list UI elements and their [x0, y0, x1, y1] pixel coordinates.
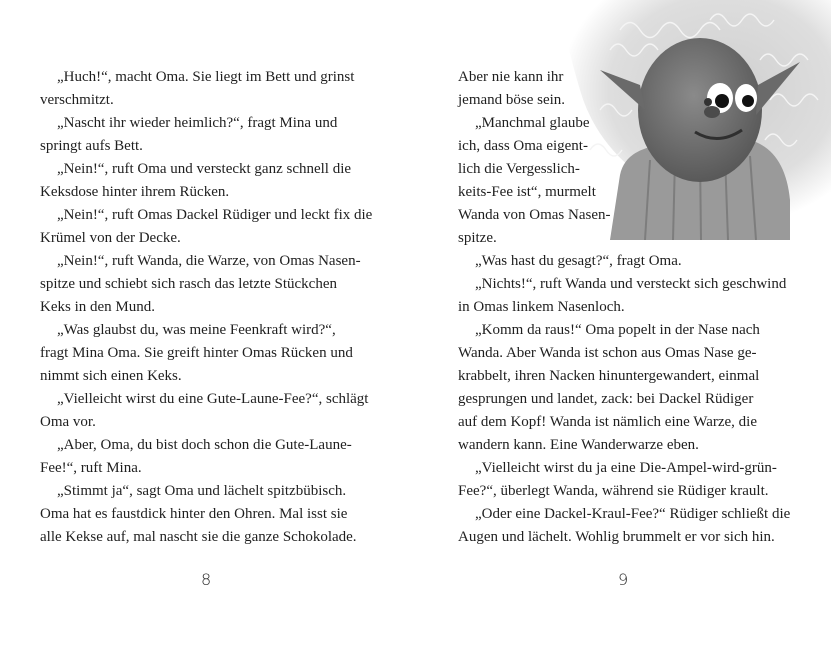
text-line: auf dem Kopf! Wanda ist nämlich eine Warze, die [458, 414, 758, 430]
text-line: Keks in den Mund. [40, 299, 155, 315]
text-line: „Nichts!“, ruft Wanda und versteckt sich geschwind [475, 276, 787, 292]
left-page [0, 0, 415, 648]
text-line: alle Kekse auf, mal nascht sie die ganze Schokolade. [40, 529, 357, 545]
text-line: Fee?“, überlegt Wanda, während sie Rüdiger krault. [458, 483, 769, 499]
text-line: spitze und schiebt sich rasch das letzte Stückchen [40, 276, 337, 292]
text-line: „Was hast du gesagt?“, fragt Oma. [475, 253, 682, 269]
text-line: Krümel von der Decke. [40, 230, 181, 246]
text-line: „Nein!“, ruft Wanda, die Warze, von Omas Nasen- [57, 253, 361, 269]
text-line: „Was glaubst du, was meine Feenkraft wird?“, [57, 322, 336, 338]
text-line: spitze. [458, 230, 497, 246]
right-page [415, 0, 831, 648]
text-line: verschmitzt. [40, 92, 114, 108]
text-line: nimmt sich einen Keks. [40, 368, 182, 384]
text-line: ich, dass Oma eigent- [458, 138, 588, 154]
text-line: „Komm da raus!“ Oma popelt in der Nase nach [475, 322, 760, 338]
text-line: Oma vor. [40, 414, 96, 430]
text-line: Keksdose hinter ihrem Rücken. [40, 184, 230, 200]
text-line: „Manchmal glaube [475, 115, 590, 131]
text-line: „Vielleicht wirst du eine Gute-Laune-Fee?“, schlägt [57, 391, 369, 407]
page-number: 9 [618, 570, 629, 589]
text-line: Wanda. Aber Wanda ist schon aus Omas Nase ge- [458, 345, 757, 361]
text-line: krabbelt, ihren Nacken hinuntergewandert, einmal [458, 368, 760, 384]
text-line: Aber nie kann ihr [458, 69, 564, 85]
text-line: springt aufs Bett. [40, 138, 143, 154]
text-line: „Nein!“, ruft Oma und versteckt ganz schnell die [57, 161, 352, 177]
text-line: in Omas linkem Nasenloch. [458, 299, 625, 315]
text-line: Augen und lächelt. Wohlig brummelt er vor sich hin. [458, 529, 775, 545]
text-line: „Nascht ihr wieder heimlich?“, fragt Mina und [57, 115, 338, 131]
text-line: Wanda von Omas Nasen- [458, 207, 611, 223]
text-line: „Aber, Oma, du bist doch schon die Gute-Laune- [57, 437, 352, 453]
text-line: keits-Fee ist“, murmelt [458, 184, 596, 200]
text-line: „Nein!“, ruft Omas Dackel Rüdiger und leckt fix die [57, 207, 373, 223]
text-line: gesprungen und landet, zack: bei Dackel Rüdiger [458, 391, 754, 407]
text-line: lich die Vergesslich- [458, 161, 580, 177]
text-line: fragt Mina Oma. Sie greift hinter Omas Rücken und [40, 345, 353, 361]
text-line: Fee!“, ruft Mina. [40, 460, 142, 476]
text-line: jemand böse sein. [458, 92, 566, 108]
text-line: „Vielleicht wirst du ja eine Die-Ampel-wird-grün- [475, 460, 777, 476]
text-line: „Stimmt ja“, sagt Oma und lächelt spitzbübisch. [57, 483, 347, 499]
text-line: „Oder eine Dackel-Kraul-Fee?“ Rüdiger schließt die [475, 506, 791, 522]
text-line: Oma hat es faustdick hinter den Ohren. Mal isst sie [40, 506, 348, 522]
text-line: wandern kann. Eine Wanderwarze eben. [458, 437, 699, 453]
page-number: 8 [201, 570, 212, 589]
text-line: „Huch!“, macht Oma. Sie liegt im Bett und grinst [57, 69, 355, 85]
